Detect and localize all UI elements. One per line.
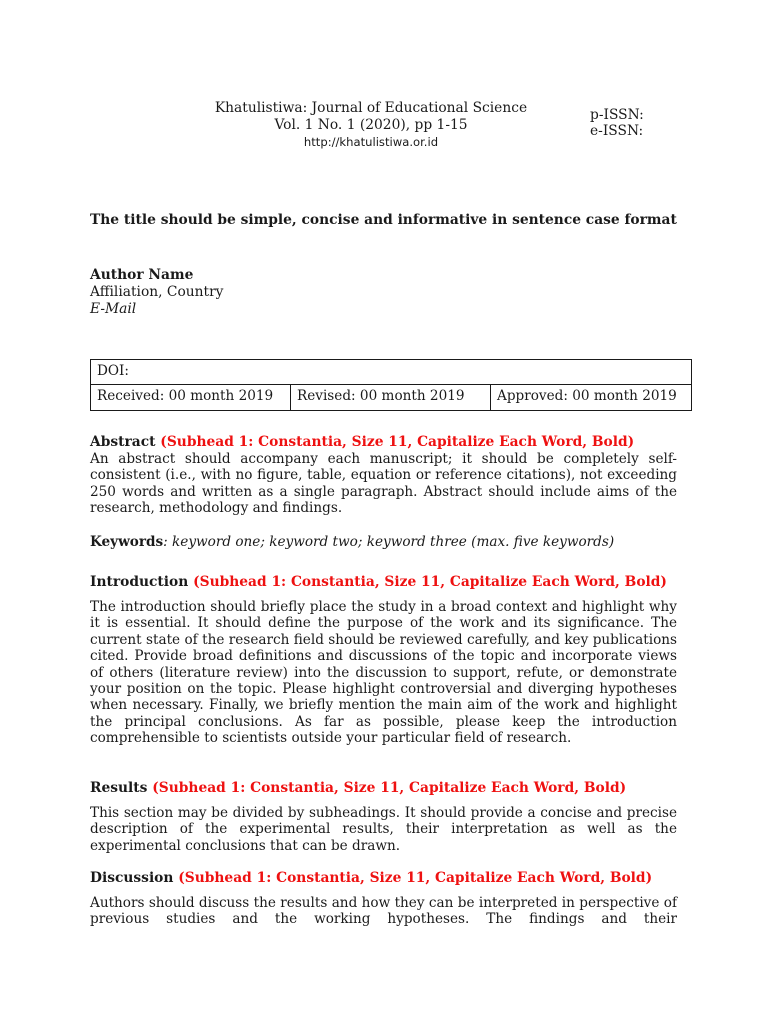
introduction-heading <box>90 574 677 591</box>
p-issn: p-ISSN: <box>590 107 644 123</box>
dates-row <box>91 385 692 410</box>
keywords-label: Keywords <box>90 534 164 550</box>
introduction-section <box>90 574 677 747</box>
keywords-text: : keyword one; keyword two; keyword three (max. five keywords) <box>163 534 615 550</box>
results-heading-hint: (Subhead 1: Constantia, Size 11, Capitalize Each Word, Bold) <box>152 780 627 796</box>
introduction-heading-hint: (Subhead 1: Constantia, Size 11, Capitalize Each Word, Bold) <box>193 574 667 590</box>
abstract-heading <box>90 434 677 451</box>
discussion-heading-text: Discussion <box>90 870 174 886</box>
journal-name: Khatulistiwa: Journal of Educational Science <box>214 100 528 116</box>
journal-volume: Vol. 1 No. 1 (2020), pp 1-15 <box>274 117 468 133</box>
discussion-heading <box>90 870 677 887</box>
approved-cell: Approved: 00 month 2019 <box>491 385 692 410</box>
doi-cell: DOI: <box>91 360 692 385</box>
journal-header <box>200 100 542 150</box>
abstract-text: An abstract should accompany each manuscript; it should be completely self-consistent (i.e., with no figure, table, equation or reference citations), not exceeding 250 words and written as a single paragraph. Abstract should include aims of the research, methodology and findings. <box>90 451 677 517</box>
introduction-heading-text: Introduction <box>90 574 189 590</box>
results-section <box>90 780 677 854</box>
received-cell: Received: 00 month 2019 <box>91 385 291 410</box>
e-issn: e-ISSN: <box>590 123 644 139</box>
author-block <box>90 267 223 317</box>
journal-url[interactable]: http://khatulistiwa.or.id <box>303 135 439 149</box>
discussion-text: Authors should discuss the results and how they can be interpreted in perspective of previous studies and the working hypotheses. The findings and their <box>90 895 677 928</box>
paper-title: The title should be simple, concise and informative in sentence case format <box>90 212 677 228</box>
keywords-section <box>90 534 677 551</box>
author-email: E-Mail <box>90 300 137 317</box>
abstract-heading-text: Abstract <box>90 434 156 450</box>
results-heading <box>90 780 677 797</box>
author-name: Author Name <box>90 267 194 283</box>
revised-cell: Revised: 00 month 2019 <box>291 385 491 410</box>
doi-table <box>90 359 692 411</box>
author-affiliation: Affiliation, Country <box>90 283 224 300</box>
doi-row <box>91 360 692 385</box>
discussion-section <box>90 870 677 928</box>
abstract-heading-hint: (Subhead 1: Constantia, Size 11, Capitalize Each Word, Bold) <box>160 434 635 450</box>
introduction-text: The introduction should briefly place the study in a broad context and highlight why it is essential. It should define the purpose of the work and its significance. The current state of the research field should be reviewed carefully, and key publications cited. Provide broad definitions and discussions of the topic and incorporate views of others (literature review) into the discussion to support, refute, or demonstrate your position on the topic. Please highlight controversial and diverging hypotheses when necessary. Finally, we briefly mention the main aim of the work and highlight the principal conclusions. As far as possible, please keep the introduction comprehensible to scientists outside your particular field of research. <box>90 599 677 747</box>
issn-block <box>590 107 644 139</box>
results-heading-text: Results <box>90 780 148 796</box>
keywords-line <box>90 534 677 551</box>
discussion-heading-hint: (Subhead 1: Constantia, Size 11, Capitalize Each Word, Bold) <box>178 870 653 886</box>
abstract-section <box>90 434 677 517</box>
results-text: This section may be divided by subheadings. It should provide a concise and precise description of the experimental results, their interpretation as well as the experimental conclusions that can be drawn. <box>90 805 677 854</box>
